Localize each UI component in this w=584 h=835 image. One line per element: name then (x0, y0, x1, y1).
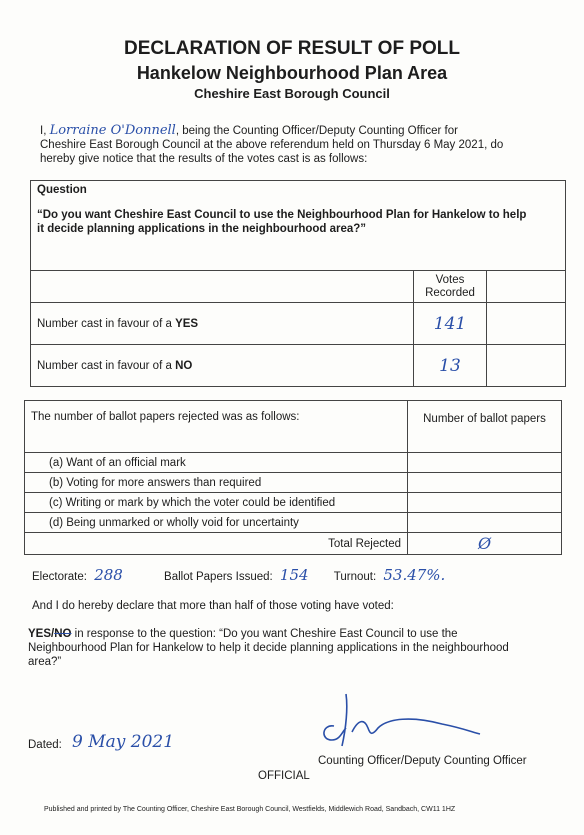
intro-paragraph (40, 124, 560, 166)
document-title: DECLARATION OF RESULT OF POLL (124, 38, 460, 59)
blank-cell (408, 493, 562, 513)
rejected-row-d: (d) Being unmarked or wholly void for uncertainty (25, 513, 408, 533)
no-word-struck: NO (54, 628, 72, 640)
signature-caption: Counting Officer/Deputy Counting Officer (318, 755, 527, 767)
blank-cell (408, 473, 562, 493)
area-title: Hankelow Neighbourhood Plan Area (136, 63, 448, 83)
response-line1: in response to the question: “Do you want Cheshire East Council to use the (71, 628, 458, 640)
intro-line1: , being the Counting Officer/Deputy Counting Officer for (175, 125, 458, 137)
question-cell (31, 181, 566, 271)
yes-votes: 141 (414, 303, 487, 345)
blank-cell (408, 453, 562, 473)
officer-name: Lorraine O'Donnell (49, 123, 176, 138)
rejected-table (24, 400, 562, 555)
rejected-row-a: (a) Want of an official mark (25, 453, 408, 473)
yes-word: YES (28, 628, 52, 640)
yes-label: Number cast in favour of a YES (31, 303, 414, 345)
votes-header-line2: Recorded (425, 286, 475, 299)
turnout-label: Turnout: (333, 571, 377, 583)
rejected-header-count: Number of ballot papers (408, 401, 562, 453)
intro-line2: Cheshire East Borough Council at the above referendum held on Thursday 6 May 2021, do (40, 139, 504, 151)
turnout-value: 53.47%. (383, 566, 446, 584)
dated-value: 9 May 2021 (72, 732, 175, 752)
votes-header-line1: Votes (435, 273, 465, 286)
rejected-header-label: The number of ballot papers rejected was as follows: (25, 401, 408, 453)
question-text-line1: “Do you want Cheshire East Council to use the Neighbourhood Plan for Hankelow to help (37, 209, 527, 221)
council-name: Cheshire East Borough Council (194, 86, 390, 101)
question-table (30, 180, 566, 387)
blank-cell (31, 271, 414, 303)
electorate-value: 288 (94, 566, 123, 584)
total-rejected-label: Total Rejected (25, 533, 408, 555)
declaration-response (28, 627, 558, 669)
stats-line (32, 568, 572, 584)
question-label: Question (37, 184, 87, 196)
blank-cell (487, 303, 566, 345)
declaration-line: And I do hereby declare that more than half of those voting have voted: (32, 600, 394, 612)
signature-icon (312, 688, 492, 758)
publisher-line: Published and printed by The Counting Officer, Cheshire East Borough Council, Westfields, Middlewich Road, Sandbach, CW11 1HZ (44, 806, 456, 813)
intro-line3: hereby give notice that the results of the votes cast is as follows: (40, 153, 368, 165)
total-rejected-value: Ø (408, 533, 562, 555)
question-text-line2: it decide planning applications in the neighbourhood area?” (37, 223, 367, 235)
rejected-row-c: (c) Writing or mark by which the voter could be identified (25, 493, 408, 513)
dated-label: Dated: (28, 739, 62, 751)
issued-label: Ballot Papers Issued: (164, 571, 273, 583)
slash: / (51, 628, 55, 640)
no-label: Number cast in favour of a NO (31, 345, 414, 387)
blank-cell (487, 271, 566, 303)
issued-value: 154 (279, 566, 309, 584)
votes-header (414, 271, 487, 303)
no-votes: 13 (414, 345, 487, 387)
intro-prefix: I, (40, 125, 47, 137)
official-mark: OFFICIAL (258, 770, 310, 782)
rejected-row-b: (b) Voting for more answers than required (25, 473, 408, 493)
electorate-label: Electorate: (32, 571, 87, 583)
blank-cell (408, 513, 562, 533)
response-line2: Neighbourhood Plan for Hankelow to help it decide planning applications in the neighbourhood (28, 642, 509, 654)
question-text (37, 208, 559, 236)
response-line3: area?” (28, 656, 62, 668)
blank-cell (487, 345, 566, 387)
